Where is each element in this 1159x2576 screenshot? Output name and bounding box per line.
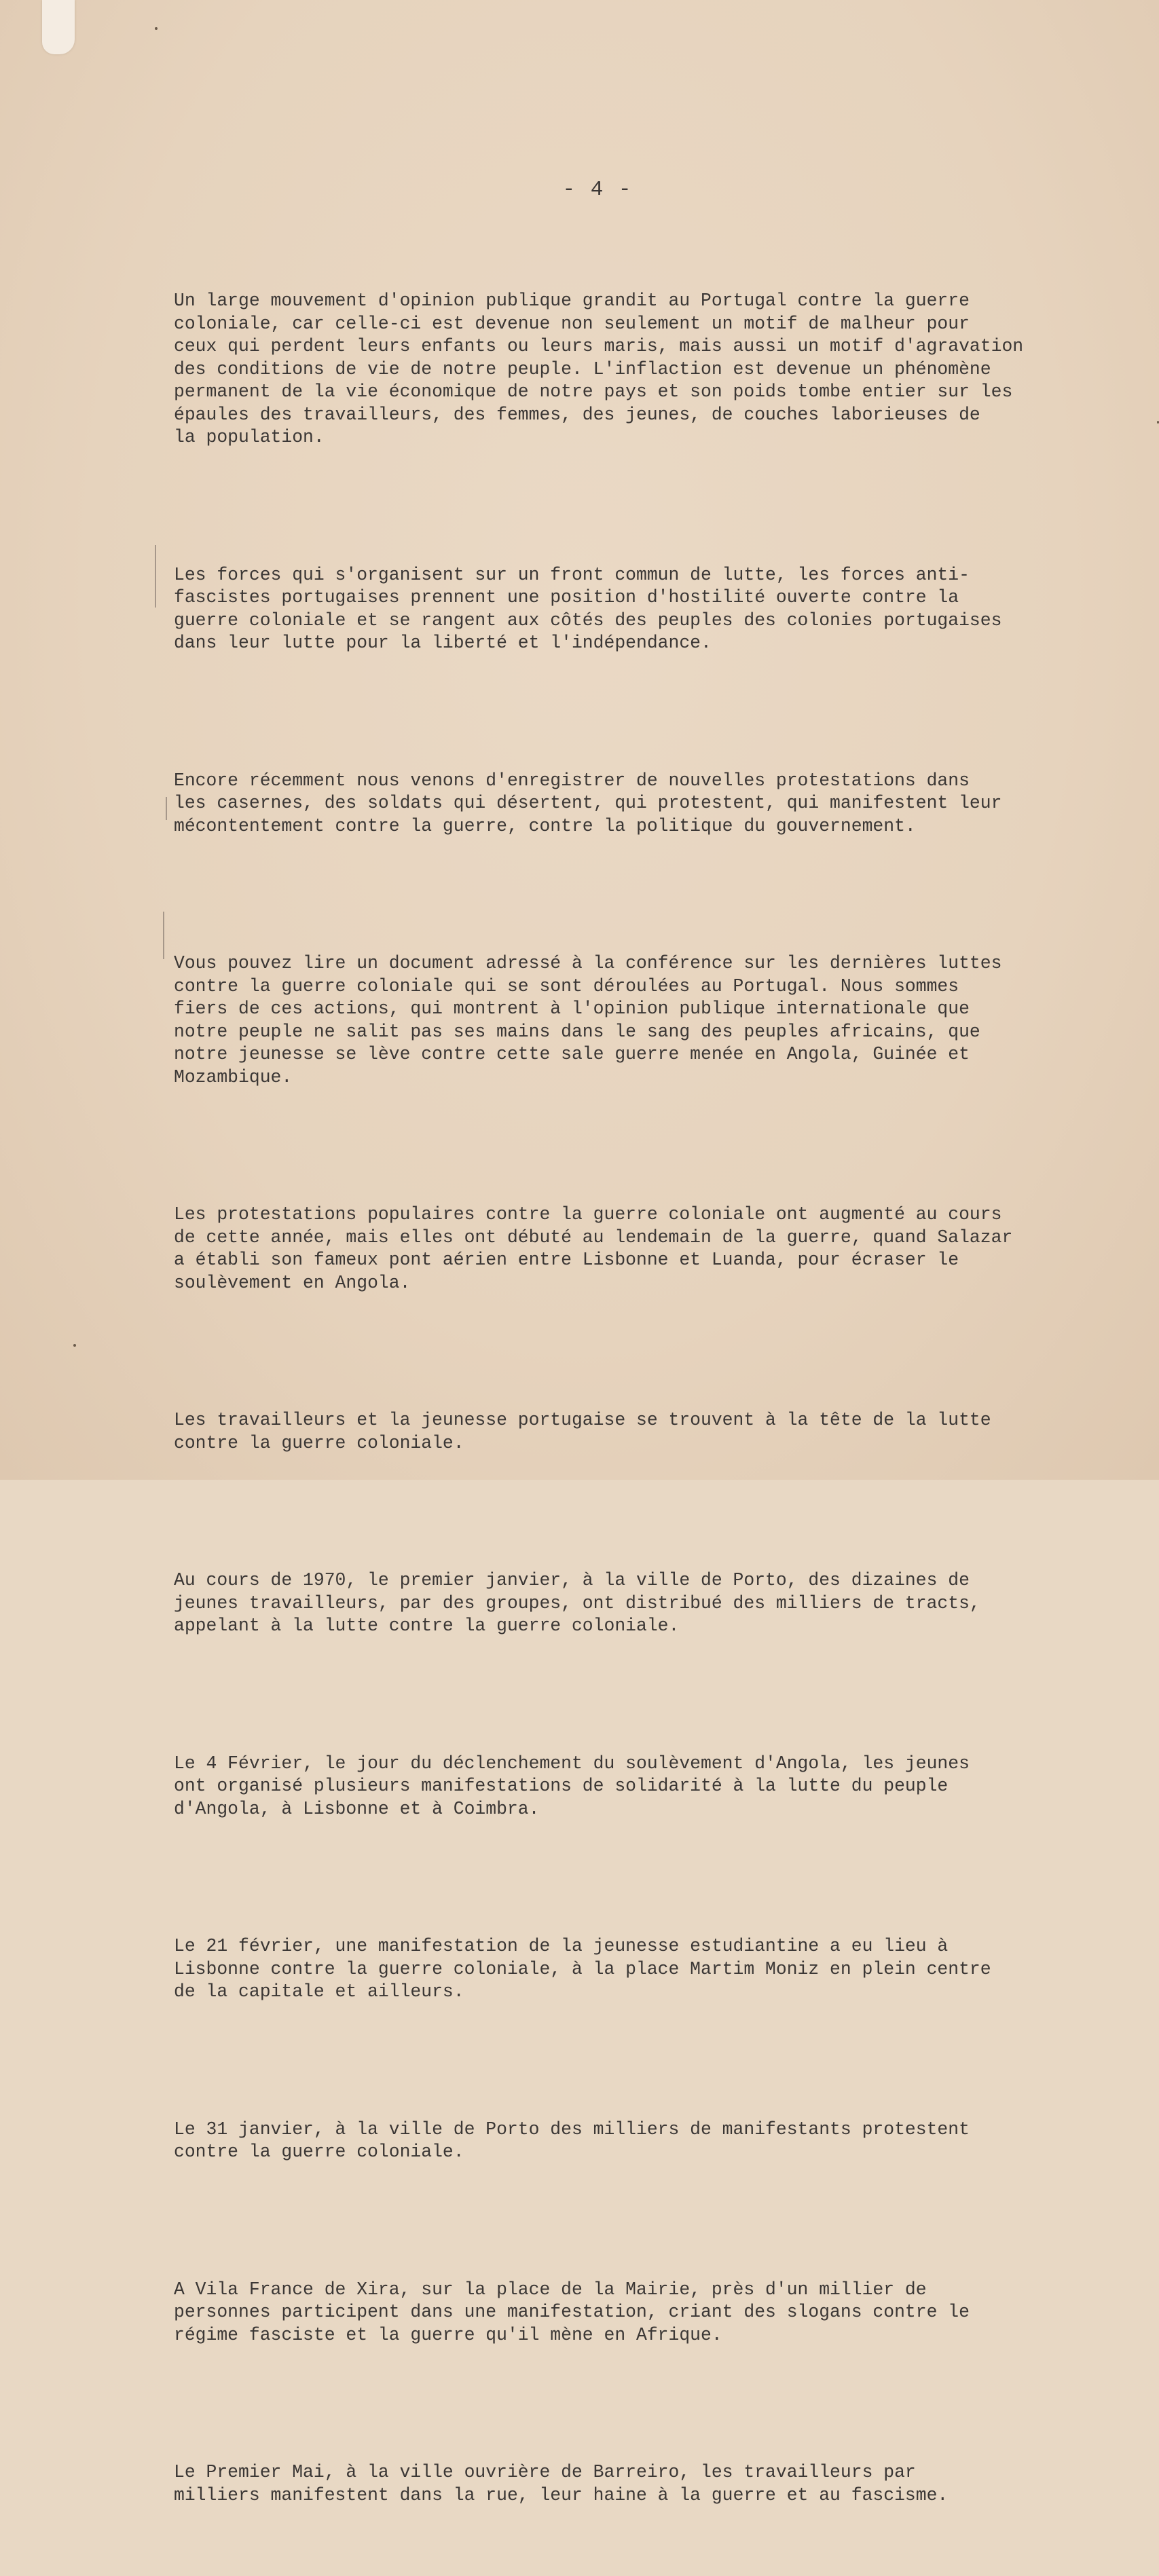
text-line: des conditions de vie de notre peuple. L'inflaction est devenue un phénomène	[174, 358, 991, 379]
text-line: fiers de ces actions, qui montrent à l'opinion publique internationale que	[174, 998, 970, 1019]
margin-mark	[163, 912, 164, 959]
margin-mark	[166, 797, 167, 820]
torn-corner	[42, 0, 75, 54]
text-line: épaules des travailleurs, des femmes, des jeunes, de couches laborieuses de	[174, 404, 980, 425]
paper-speck	[155, 27, 158, 30]
text-line: appelant à la lutte contre la guerre coloniale.	[174, 1616, 680, 1636]
text-line: guerre coloniale et se rangent aux côtés des peuples des colonies portugaises	[174, 610, 1002, 631]
text-line: permanent de la vie économique de notre pays et son poids tombe entier sur les	[174, 381, 1013, 402]
text-line: Encore récemment nous venons d'enregistrer de nouvelles protestations dans	[174, 770, 970, 791]
paper-speck	[73, 1344, 76, 1347]
text-line: Les travailleurs et la jeunesse portugaise se trouvent à la tête de la lutte	[174, 1410, 991, 1430]
text-line: personnes participent dans une manifestation, criant des slogans contre le	[174, 2302, 970, 2322]
text-line: Les protestations populaires contre la guerre coloniale ont augmenté au cours	[174, 1204, 1002, 1225]
text-line: régime fasciste et la guerre qu'il mène en Afrique.	[174, 2324, 722, 2345]
text-line: contre la guerre coloniale.	[174, 1432, 464, 1453]
text-line: de cette année, mais elles ont débuté au lendemain de la guerre, quand Salazar	[174, 1227, 1013, 1248]
text-line: contre la guerre coloniale qui se sont déroulées au Portugal. Nous sommes	[174, 975, 959, 996]
text-line: Au cours de 1970, le premier janvier, à la ville de Porto, des dizaines de	[174, 1570, 970, 1590]
text-line: Lisbonne contre la guerre coloniale, à la place Martim Moniz en plein centre	[174, 1958, 991, 1979]
text-line: contre la guerre coloniale.	[174, 2142, 464, 2162]
text-line: soulèvement en Angola.	[174, 1272, 411, 1293]
text-line: notre peuple ne salit pas ses mains dans le sang des peuples africains, que	[174, 1021, 980, 1042]
text-line: les casernes, des soldats qui désertent, qui protestent, qui manifestent leur	[174, 793, 1002, 813]
text-line: notre jeunesse se lève contre cette sale guerre menée en Angola, Guinée et	[174, 1044, 970, 1064]
paragraph	[174, 907, 1124, 1134]
text-line: dans leur lutte pour la liberté et l'indépendance.	[174, 633, 712, 653]
margin-mark	[155, 545, 156, 608]
text-line: ceux qui perdent leurs enfants ou leurs maris, mais aussi un motif d'agravation	[174, 336, 1024, 356]
text-line: a établi son fameux pont aérien entre Lisbonne et Luanda, pour écraser le	[174, 1250, 959, 1270]
paragraph	[174, 1158, 1124, 1340]
text-line: Mozambique.	[174, 1066, 293, 1087]
text-line: la population.	[174, 427, 325, 447]
text-line: d'Angola, à Lisbonne et à Coimbra.	[174, 1798, 540, 1819]
text-line: Le 21 février, une manifestation de la jeunesse estudiantine a eu lieu à	[174, 1936, 949, 1956]
text-line: Vous pouvez lire un document adressé à la conférence sur les dernières luttes	[174, 953, 1002, 973]
text-line: Le Premier Mai, à la ville ouvrière de Barreiro, les travailleurs par	[174, 2462, 916, 2482]
document-body	[174, 244, 1124, 2576]
paragraph	[174, 519, 1124, 701]
text-line: Un large mouvement d'opinion publique grandit au Portugal contre la guerre	[174, 291, 970, 311]
paragraph	[174, 2416, 1124, 2552]
text-line: Les forces qui s'organisent sur un front commun de lutte, les forces anti-	[174, 564, 970, 585]
text-line: de la capitale et ailleurs.	[174, 1981, 464, 2002]
paragraph	[174, 244, 1124, 495]
paragraph	[174, 1890, 1124, 2049]
paragraph	[174, 1707, 1124, 1867]
text-line: ont organisé plusieurs manifestations de solidarité à la lutte du peuple	[174, 1776, 949, 1796]
text-line: fascistes portugaises prennent une position d'hostilité ouverte contre la	[174, 587, 959, 608]
paragraph	[174, 1524, 1124, 1683]
text-line: mécontentement contre la guerre, contre la politique du gouvernement.	[174, 815, 916, 836]
text-line: Le 31 janvier, à la ville de Porto des milliers de manifestants protestent	[174, 2118, 970, 2140]
text-line: Le 4 Février, le jour du déclenchement du soulèvement d'Angola, les jeunes	[174, 1753, 970, 1774]
paragraph	[174, 2233, 1124, 2393]
text-line: milliers manifestent dans la rue, leur haine à la guerre et au fascisme.	[174, 2484, 949, 2505]
page-number: - 4 -	[562, 178, 633, 202]
text-line: jeunes travailleurs, par des groupes, ont distribué des milliers de tracts,	[174, 1592, 980, 1613]
text-line: coloniale, car celle-ci est devenue non seulement un motif de malheur pour	[174, 313, 970, 334]
text-line: A Vila France de Xira, sur la place de la Mairie, près d'un millier de	[174, 2279, 927, 2300]
paragraph	[174, 2073, 1124, 2209]
paragraph	[174, 724, 1124, 884]
